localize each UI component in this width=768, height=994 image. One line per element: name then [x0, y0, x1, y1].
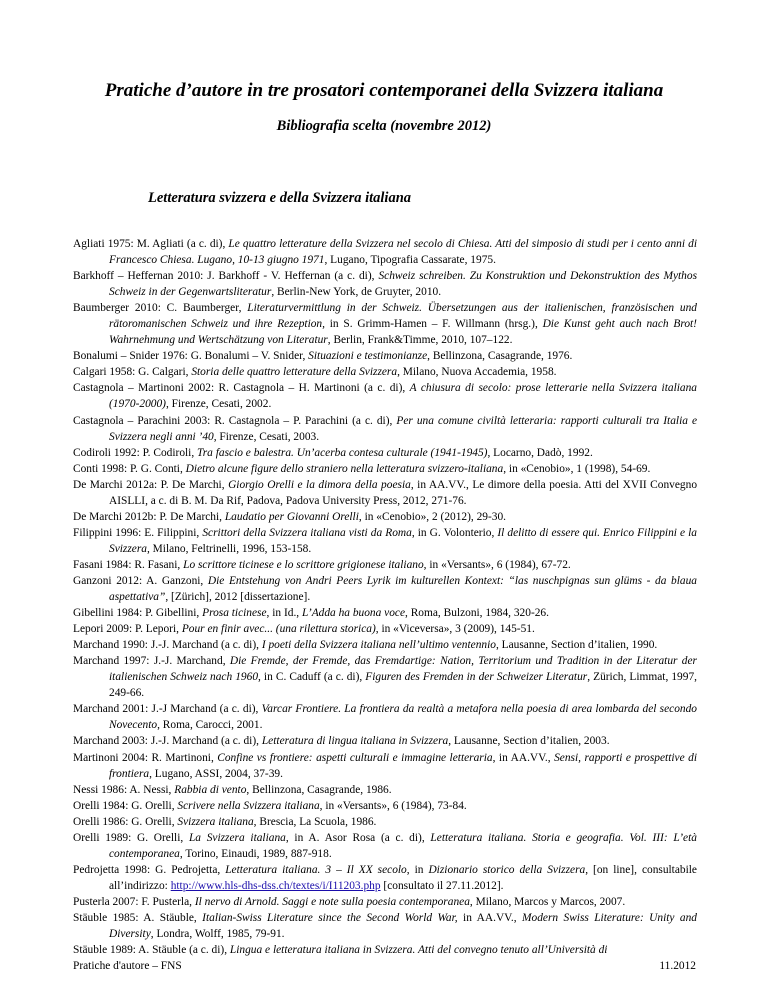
entry-title: Il delitto di essere qui. Enrico Filippini e la Svizzera, [109, 526, 697, 555]
entry-text: , in A. Asor Rosa (a c. di), [285, 831, 431, 844]
section-heading: Letteratura svizzera e della Svizzera italiana [148, 190, 412, 206]
entry-text: Stäuble 1989: A. Stäuble (a c. di), [73, 944, 230, 957]
bibliography-entry [73, 637, 697, 653]
bibliography-entry [73, 782, 697, 798]
entry-text: , Roma, Carocci, 2001. [157, 719, 263, 732]
entry-text: , in «Cenobio», 2 (2012), 29-30. [358, 510, 507, 523]
entry-text: Calgari 1958: G. Calgari, [73, 366, 192, 379]
entry-title: A chiusura di secolo: prose letterarie nella Svizzera italiana (1970-2000) [109, 382, 697, 411]
bibliography-entry [73, 605, 697, 621]
entry-text: Marchand 1990: J.-J. Marchand (a c. di), [73, 639, 262, 652]
entry-text: Bonalumi – Snider 1976: G. Bonalumi – V. Snider, [73, 350, 309, 363]
entry-text: Gibellini 1984: P. Gibellini, [73, 607, 203, 620]
entry-text: Lepori 2009: P. Lepori, [73, 623, 182, 636]
bibliography-entry [73, 461, 697, 477]
entry-text: , in Id., [266, 607, 302, 620]
bibliography-entry [73, 236, 697, 268]
bibliography-entry [73, 942, 697, 958]
entry-text: , Lausanne, Section d’italien, 2003. [448, 735, 610, 748]
entry-text: Pusterla 2007: F. Pusterla, [73, 895, 195, 908]
page-title: Pratiche d’autore in tre prosatori contemporanei della Svizzera italiana [104, 80, 664, 101]
entry-text: Fasani 1984: R. Fasani, [73, 558, 184, 571]
footer-left: Pratiche d'autore – FNS [73, 960, 182, 972]
entry-title: Dizionario storico della Svizzera [428, 863, 586, 876]
entry-text: [consultato il 27.11.2012]. [380, 879, 504, 892]
entry-text: , Torino, Einaudi, 1989, 887-918. [179, 847, 332, 860]
bibliography-entry [73, 300, 697, 348]
entry-title: Confine vs frontiere: aspetti culturali e immagine letteraria [217, 751, 493, 764]
entry-title: Laudatio per Giovanni Orelli [224, 510, 359, 523]
bibliography-entry [73, 573, 697, 605]
entry-title: Le quattro letterature della Svizzera nel secolo di Chiesa. Atti del simposio di studi per i cento anni di Francesco Chiesa. Lugano, 10-13 giugno 1971 [109, 238, 697, 267]
entry-text: Marchand 1997: J.-J. Marchand, [73, 655, 230, 668]
entry-text: , [Zürich], 2012 [dissertazione]. [165, 591, 311, 604]
bibliography-entry [73, 798, 697, 814]
entry-title: Storia delle quattro letterature della Svizzera [191, 366, 398, 379]
entry-text: , in AA.VV., [492, 751, 555, 764]
entry-text: Martinoni 2004: R. Martinoni, [73, 751, 218, 764]
entry-text: , Brescia, La Scuola, 1986. [253, 815, 377, 828]
entry-title: Letteratura italiana. 3 – Il XX secolo [225, 863, 407, 876]
entry-text: , Londra, Wolff, 1985, 79-91. [150, 928, 285, 941]
entry-text: De Marchi 2012b: P. De Marchi, [73, 510, 225, 523]
bibliography-entry [73, 733, 697, 749]
bibliography-entry [73, 621, 697, 637]
bibliography-entry [73, 364, 697, 380]
entry-title: La Svizzera italiana [188, 831, 286, 844]
entry-text: , Lugano, ASSI, 2004, 37-39. [149, 767, 283, 780]
entry-text: Codiroli 1992: P. Codiroli, [73, 446, 198, 459]
entry-text: , Berlin-New York, de Gruyter, 2010. [271, 286, 442, 299]
entry-title: Prosa ticinese [202, 607, 267, 620]
entry-title: Schweiz schreiben. Zu Konstruktion und Dekonstruktion des Mythos Schweiz in der Gegenwartsliteratur [109, 270, 698, 299]
bibliography-entry [73, 653, 697, 701]
entry-title: Figuren des Fremden in der Schweizer Literatur [365, 671, 588, 684]
entry-text: , Bellinzona, Casagrande, 1986. [246, 783, 392, 796]
bibliography-entry [73, 701, 697, 733]
entry-text: in S. Grimm-Hamen – F. Willmann (hrsg.), [324, 318, 543, 331]
bibliography-list [73, 236, 697, 958]
entry-text: , in «Viceversa», 3 (2009), 145-51. [375, 623, 535, 636]
entry-title: Dietro alcune figure dello straniero nella letteratura svizzero-italiana [185, 462, 504, 475]
entry-text: Castagnola – Martinoni 2002: R. Castagnola – H. Martinoni (a c. di), [73, 382, 410, 395]
entry-title: Varcar Frontiere. La frontiera da realtà a metafora nella poesia di area lombarda del secondo Novecento [109, 703, 697, 732]
bibliography-entry [73, 750, 697, 782]
entry-text: Conti 1998: P. G. Conti, [73, 462, 186, 475]
entry-title: Letteratura di lingua italiana in Svizzera [261, 735, 449, 748]
entry-text: Marchand 2001: J.-J Marchand (a c. di), [73, 703, 262, 716]
bibliography-entry [73, 268, 697, 300]
entry-title: Situazioni e testimonianze [308, 350, 428, 363]
page-subtitle: Bibliografia scelta (novembre 2012) [276, 118, 492, 134]
bibliography-entry [73, 380, 697, 412]
entry-text: Castagnola – Parachini 2003: R. Castagnola – P. Parachini (a c. di), [73, 414, 397, 427]
entry-text: , in AA.VV., Le dimore della poesia. Atti del XVII Convegno AISLLI, a c. di B. M. Da Rif, Padova, Padova University Press, 2012, 271-76. [109, 478, 698, 507]
bibliography-entry [73, 525, 697, 557]
entry-title: I poeti della Svizzera italiana nell’ultimo ventennio [261, 639, 496, 652]
entry-title: Lo scrittore ticinese e lo scrittore grigionese italiano [183, 558, 424, 571]
entry-text: , in [406, 863, 429, 876]
entry-text: , in C. Caduff (a c. di), [258, 671, 366, 684]
entry-text: , in G. Volonterio, [411, 526, 498, 539]
entry-text: , Milano, Marcos y Marcos, 2007. [469, 895, 626, 908]
entry-title: Die Entstehung von Andri Peers Lyrik im kulturellen Kontext: “las nuschpignas sun glüms - da blaua aspettativa” [109, 574, 697, 604]
entry-title: Scrivere nella Svizzera italiana [177, 799, 320, 812]
entry-title: Die Fremde, der Fremde, das Fremdartige: Nation, Territorium und Tradition in der Literatur der italienischen Schweiz nach 1960 [109, 655, 697, 684]
entry-text: , [on line], consultabile all’indirizzo: [109, 863, 697, 892]
bibliography-entry [73, 894, 697, 910]
entry-text: Filippini 1996: E. Filippini, [73, 526, 203, 539]
entry-text: Nessi 1986: A. Nessi, [73, 783, 175, 796]
entry-text: Milano, Feltrinelli, 1996, 153-158. [149, 542, 312, 555]
entry-title: Italian-Swiss Literature since the Second World War, [202, 911, 458, 924]
entry-text: , Firenze, Cesati, 2002. [165, 398, 272, 411]
bibliography-entry [73, 348, 697, 364]
entry-text: , Berlin, Frank&Timme, 2010, 107–122. [327, 334, 513, 347]
entry-title: Svizzera italiana [177, 815, 254, 828]
bibliography-entry [73, 413, 697, 445]
entry-text: Pedrojetta 1998: G. Pedrojetta, [73, 863, 226, 876]
entry-title: Sensi, rapporti e prospettive di frontiera [109, 751, 697, 780]
entry-link[interactable]: http://www.hls-dhs-dss.ch/textes/i/I11203.php [170, 879, 381, 892]
entry-title: Lingua e letteratura italiana in Svizzera. Atti del convegno tenuto all’Università di [229, 944, 608, 957]
entry-text: Marchand 2003: J.-J. Marchand (a c. di), [73, 735, 262, 748]
entry-text: Barkhoff – Heffernan 2010: J. Barkhoff - V. Heffernan (a c. di), [73, 270, 379, 283]
entry-title: Tra fascio e balestra. Un’acerba contesa culturale (1941-1945) [197, 446, 488, 459]
entry-text: , Firenze, Cesati, 2003. [213, 430, 320, 443]
footer-right: 11.2012 [659, 960, 696, 972]
entry-title: Modern Swiss Literature: Unity and Diversity [109, 911, 697, 941]
entry-text: Orelli 1986: G. Orelli, [73, 815, 178, 828]
entry-text: , in «Versants», 6 (1984), 67-72. [423, 558, 571, 571]
entry-text: , in «Versants», 6 (1984), 73-84. [319, 799, 467, 812]
entry-title: Il nervo di Arnold. Saggi e note sulla poesia contemporanea [194, 895, 470, 908]
bibliography-entry [73, 814, 697, 830]
entry-text: , Locarno, Dadò, 1992. [487, 446, 593, 459]
entry-title: Per una comune civiltà letteraria: rapporti culturali tra Italia e Svizzera negli anni ’40 [109, 414, 697, 443]
bibliography-entry [73, 477, 697, 509]
entry-text: Ganzoni 2012: A. Ganzoni, [73, 574, 208, 587]
entry-title: Rabbia di vento [174, 783, 247, 796]
entry-title: Letteratura italiana. Storia e geografia. Vol. III: L’età contemporanea [109, 831, 697, 860]
entry-title: Literaturvermittlung in der Schweiz. Übersetzungen aus der italienischen, französischen und rätoromanischen Schweiz und ihre Rezeption, [109, 302, 698, 331]
entry-text: , Bellinzona, Casagrande, 1976. [427, 350, 573, 363]
entry-title: Giorgio Orelli e la dimora della poesia [228, 478, 411, 491]
entry-text: , Roma, Bulzoni, 1984, 320-26. [405, 607, 549, 620]
entry-text: Stäuble 1985: A. Stäuble, [73, 911, 203, 924]
entry-text: De Marchi 2012a: P. De Marchi, [73, 478, 229, 491]
entry-text: Orelli 1989: G. Orelli, [73, 831, 189, 844]
bibliography-entry [73, 557, 697, 573]
entry-title: Pour en finir avec... (una rilettura storica) [181, 623, 376, 636]
entry-title: Scrittori della Svizzera italiana visti da Roma [202, 526, 412, 539]
entry-text: , in «Cenobio», 1 (1998), 54-69. [503, 462, 651, 475]
entry-text: in AA.VV., [457, 911, 523, 924]
bibliography-entry [73, 910, 697, 942]
bibliography-entry [73, 509, 697, 525]
bibliography-entry [73, 445, 697, 461]
entry-title: Die Kunst geht auch nach Brot! Wahrnehmung und Wertschätzung von Literatur [109, 318, 697, 347]
entry-text: , Milano, Nuova Accademia, 1958. [397, 366, 557, 379]
entry-text: Orelli 1984: G. Orelli, [73, 799, 178, 812]
bibliography-entry [73, 862, 697, 894]
entry-title: L’Adda ha buona voce [301, 607, 406, 620]
entry-text: , Lugano, Tipografia Cassarate, 1975. [324, 254, 496, 267]
bibliography-entry [73, 830, 697, 862]
entry-text: Baumberger 2010: C. Baumberger, [73, 302, 248, 315]
entry-text: Agliati 1975: M. Agliati (a c. di), [73, 238, 229, 250]
entry-text: , Lausanne, Section d’italien, 1990. [495, 639, 658, 652]
entry-text: , Zürich, Limmat, 1997, 249-66. [109, 671, 697, 700]
